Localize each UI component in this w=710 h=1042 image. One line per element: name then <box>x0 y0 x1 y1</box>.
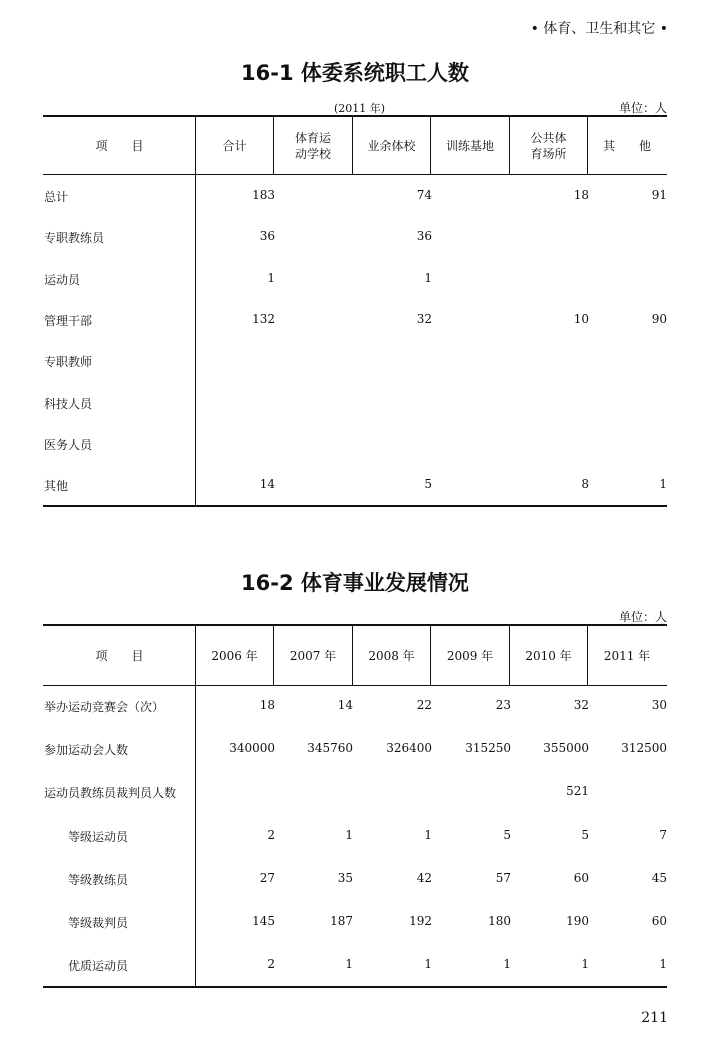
table2-cell: 45 <box>651 870 667 885</box>
table2-cell: 340000 <box>229 741 275 756</box>
table2-row-label: 等级运动员 <box>68 829 129 844</box>
table1-stub-divider <box>195 116 196 505</box>
table2-row-label: 等级教练员 <box>68 872 129 887</box>
table2-cell: 60 <box>651 914 667 928</box>
table1-column-header: 其 他 <box>602 138 651 153</box>
table1-cell: 132 <box>252 311 275 326</box>
table2-cell: 14 <box>337 698 353 712</box>
table1-row-label: 专职教练员 <box>44 231 105 246</box>
table1-year-note: (2011 年) <box>334 102 386 115</box>
table2-cell: 355000 <box>543 741 589 756</box>
table2-row-label: 举办运动竞赛会（次） <box>44 700 165 714</box>
table2-cell: 312500 <box>621 741 667 756</box>
table2-column-header: 2011 年 <box>603 648 651 663</box>
table2-cell: 345760 <box>307 741 353 756</box>
table2-column-header: 2010 年 <box>525 648 572 663</box>
table2-cell: 1 <box>345 827 353 842</box>
table2-title: 16-2 体育事业发展情况 <box>241 571 469 595</box>
page-number: 211 <box>641 1010 668 1026</box>
table2-cell: 57 <box>495 870 511 885</box>
table2-cell: 42 <box>416 870 432 885</box>
table1-row-label: 医务人员 <box>44 437 93 452</box>
table2-row-label: 参加运动会人数 <box>44 743 129 758</box>
table2-cell: 22 <box>416 698 432 712</box>
table2-bottom-rule <box>43 986 667 988</box>
table2-cell: 315250 <box>465 741 511 756</box>
table2-cell: 187 <box>330 914 353 928</box>
table2-cell: 1 <box>503 957 511 972</box>
table1-column-header: 项 目 <box>95 138 144 153</box>
table2-row-label: 运动员教练员裁判员人数 <box>44 786 177 801</box>
table1-header-rule <box>43 174 667 175</box>
table1-column-header: 训练基地 <box>445 138 494 153</box>
table1-row-label: 管理干部 <box>44 313 93 328</box>
table1-cell: 183 <box>252 188 275 202</box>
table2-cell: 521 <box>566 784 589 799</box>
table2-cell: 1 <box>659 957 667 972</box>
table1-cell: 1 <box>659 477 667 492</box>
table2-cell: 32 <box>573 698 589 712</box>
table2-cell: 23 <box>495 698 511 712</box>
table2-unit: 单位：人 <box>618 610 667 624</box>
table1-cell: 14 <box>259 477 275 492</box>
table1-unit: 单位：人 <box>618 101 667 115</box>
table1-column-header: 公共体 育场所 <box>530 130 567 161</box>
table1-column-header: 体育运 动学校 <box>294 130 331 161</box>
table2-cell: 5 <box>503 827 511 842</box>
table1-cell: 36 <box>259 229 275 244</box>
table1-column-header: 业余体校 <box>367 138 416 153</box>
table2-header-rule <box>43 685 667 686</box>
table2-cell: 1 <box>424 957 432 972</box>
table1-cell: 10 <box>573 311 589 326</box>
table2-column-header: 项 目 <box>95 648 144 663</box>
table2-cell: 1 <box>345 957 353 972</box>
table2-cell: 145 <box>252 914 275 928</box>
table2-cell: 35 <box>337 870 353 885</box>
table2-column-header: 2008 年 <box>368 648 415 663</box>
table2-cell: 326400 <box>386 741 432 756</box>
table1-row-label: 总计 <box>44 190 69 204</box>
table1-row-label: 运动员 <box>44 272 81 287</box>
table2-cell: 1 <box>581 957 589 972</box>
table1-title: 16-1 体委系统职工人数 <box>241 61 469 85</box>
table2-cell: 180 <box>488 914 511 928</box>
table2-cell: 192 <box>409 914 432 928</box>
table2-row-label: 优质运动员 <box>68 959 129 974</box>
table1-row-label: 其他 <box>44 479 69 494</box>
table1-cell: 5 <box>424 477 432 492</box>
table2-cell: 2 <box>267 827 275 842</box>
table2-cell: 18 <box>259 698 275 712</box>
table2-cell: 7 <box>659 827 667 842</box>
table2-cell: 30 <box>651 698 667 712</box>
table2-cell: 190 <box>566 914 589 928</box>
table2-row-label: 等级裁判员 <box>68 916 129 930</box>
table1-row-label: 科技人员 <box>44 396 93 411</box>
table1-cell: 36 <box>416 229 432 244</box>
table2-column-header: 2009 年 <box>446 648 494 663</box>
table2-cell: 60 <box>573 870 589 885</box>
running-header: • 体育、卫生和其它 • <box>530 21 668 37</box>
table1-cell: 32 <box>416 311 432 326</box>
table2-column-header: 2006 年 <box>211 648 258 663</box>
table1-cell: 8 <box>581 477 589 492</box>
table1-column-header: 合计 <box>222 138 247 153</box>
table1-row-label: 专职教师 <box>44 355 93 370</box>
table2-cell: 5 <box>581 827 589 842</box>
table1-cell: 90 <box>651 311 667 326</box>
table1-cell: 91 <box>651 188 667 202</box>
table2-column-header: 2007 年 <box>289 648 337 663</box>
table2-cell: 2 <box>267 957 275 972</box>
table2-cell: 1 <box>424 827 432 842</box>
table2-cell: 27 <box>259 870 275 885</box>
table1-cell: 74 <box>416 188 432 202</box>
table1-cell: 1 <box>424 270 432 285</box>
table1-bottom-rule <box>43 505 667 507</box>
table1-cell: 1 <box>267 270 275 285</box>
table1-cell: 18 <box>573 188 589 202</box>
